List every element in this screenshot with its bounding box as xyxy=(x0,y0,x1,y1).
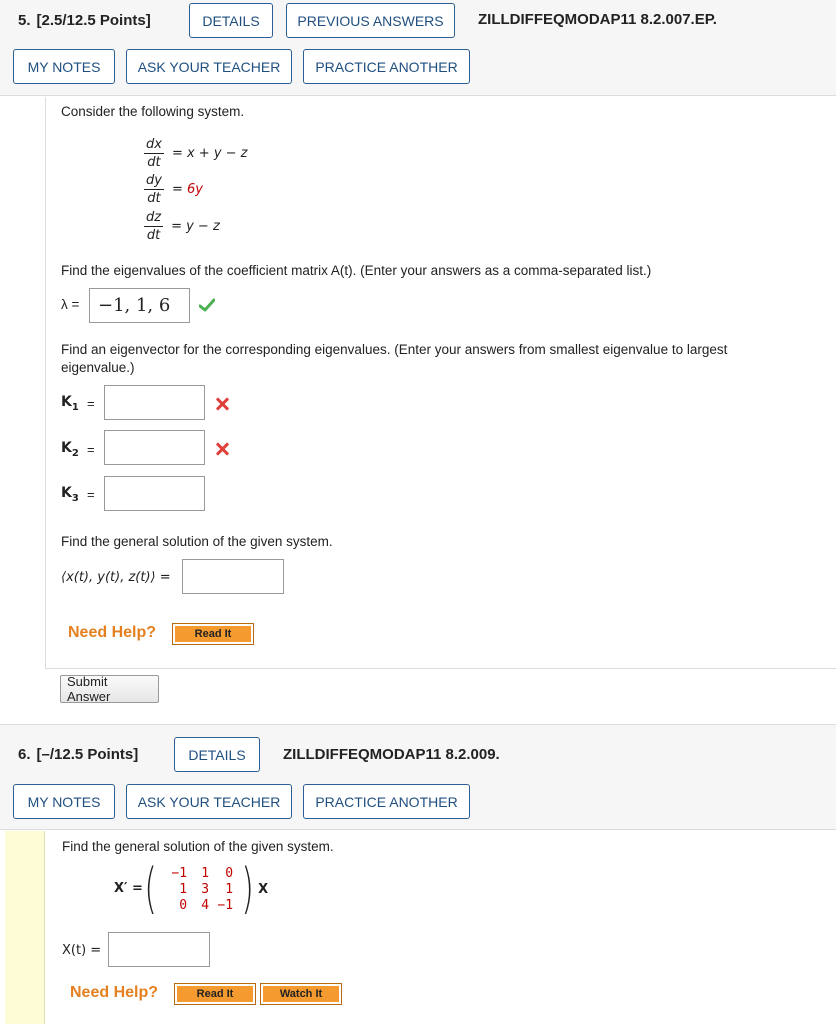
q5-read-it-button[interactable]: Read It xyxy=(173,624,253,644)
q5-previous-answers-button[interactable]: PREVIOUS ANSWERS xyxy=(286,3,455,38)
xt-label: X(t) = xyxy=(62,943,102,958)
x-suffix: X xyxy=(258,881,269,897)
matrix-left-paren: ( xyxy=(144,857,157,920)
q5-my-notes-button[interactable]: MY NOTES xyxy=(13,49,115,84)
matrix-right-paren: ) xyxy=(241,857,254,920)
matrix-cell: −1 xyxy=(217,897,234,913)
q6-details-button[interactable]: DETAILS xyxy=(174,737,260,772)
q5-general-prompt: Find the general solution of the given system. xyxy=(61,534,333,549)
q5-equation-dy xyxy=(144,173,203,206)
q5-points: [2.5/12.5 Points] xyxy=(36,12,151,29)
frac-den-dt: dt xyxy=(147,191,161,206)
submit-answer-button[interactable]: Submit Answer xyxy=(60,675,159,703)
k2-incorrect-x-icon xyxy=(215,442,229,456)
k1-equals: = xyxy=(87,396,95,411)
q6-side-bar xyxy=(5,831,45,1024)
matrix-cell: 3 xyxy=(201,881,210,897)
correct-check-icon xyxy=(199,298,215,312)
k3-equals: = xyxy=(87,487,95,502)
k1-incorrect-x-icon xyxy=(215,397,229,411)
q5-header xyxy=(0,0,836,96)
q6-problem-code: ZILLDIFFEQMODAP11 8.2.009. xyxy=(283,746,500,763)
q5-eigen-prompt: Find the eigenvalues of the coefficient matrix A(t). (Enter your answers as a comma-separated list.) xyxy=(61,263,652,278)
k3-subscript: 3 xyxy=(71,492,79,504)
q6-watch-it-button[interactable]: Watch It xyxy=(261,984,341,1004)
q5-ask-teacher-button[interactable]: ASK YOUR TEACHER xyxy=(126,49,292,84)
q6-prompt: Find the general solution of the given system. xyxy=(62,839,334,854)
q5-intro: Consider the following system. xyxy=(61,104,245,119)
k1-subscript: 1 xyxy=(71,401,79,413)
general-solution-input[interactable] xyxy=(182,559,284,594)
matrix-cell: 1 xyxy=(179,881,188,897)
lambda-answer-input[interactable]: −1, 1, 6 xyxy=(89,288,190,323)
q6-header xyxy=(0,724,836,830)
q5-number: 5. xyxy=(18,12,31,29)
frac-den-dt: dt xyxy=(146,228,161,243)
frac-num-dz: dz xyxy=(146,210,162,225)
k2-letter: K xyxy=(61,440,72,456)
equation-rhs-dz: = y − z xyxy=(171,219,220,234)
q5-problem-code: ZILLDIFFEQMODAP11 8.2.007.EP. xyxy=(478,11,717,28)
q6-need-help-label: Need Help? xyxy=(70,984,159,1001)
k1-input[interactable] xyxy=(104,385,205,420)
q6-practice-another-button[interactable]: PRACTICE ANOTHER xyxy=(303,784,470,819)
q6-my-notes-button[interactable]: MY NOTES xyxy=(13,784,115,819)
k3-label xyxy=(61,485,79,504)
general-solution-label: ⟨x(t), y(t), z(t)⟩ = xyxy=(61,570,171,585)
k3-input[interactable] xyxy=(104,476,205,511)
frac-num-dx: dx xyxy=(146,137,162,152)
matrix-cell: 0 xyxy=(225,865,234,881)
matrix-cell: 4 xyxy=(201,897,210,913)
q5-practice-another-button[interactable]: PRACTICE ANOTHER xyxy=(303,49,470,84)
q5-details-button[interactable]: DETAILS xyxy=(189,3,273,38)
k1-label xyxy=(61,394,79,413)
q6-ask-teacher-button[interactable]: ASK YOUR TEACHER xyxy=(126,784,292,819)
frac-num-dy: dy xyxy=(146,173,162,188)
frac-den-dt: dt xyxy=(147,155,161,170)
q5-equation-dx xyxy=(144,137,248,170)
k2-input[interactable] xyxy=(104,430,205,465)
equation-rhs-dx: = x + y − z xyxy=(171,146,248,161)
q5-eigvec-prompt-line1: Find an eigenvector for the corresponding eigenvalues. (Enter your answers from smallest eigenvalue to largest xyxy=(61,342,728,357)
q6-read-it-button[interactable]: Read It xyxy=(175,984,255,1004)
k1-letter: K xyxy=(61,394,72,410)
equation-rhs-prefix-dy: = xyxy=(171,182,187,197)
lambda-label: λ = xyxy=(61,297,80,312)
k2-subscript: 2 xyxy=(71,447,79,459)
q6-points: [–/12.5 Points] xyxy=(36,746,139,763)
q6-number: 6. xyxy=(18,746,31,763)
xprime-label: X′ = xyxy=(114,881,143,896)
k2-equals: = xyxy=(87,442,95,457)
matrix-cell: 1 xyxy=(225,881,234,897)
q5-need-help-label: Need Help? xyxy=(68,624,157,641)
q5-equation-dz xyxy=(144,210,220,243)
matrix-cell: 0 xyxy=(179,897,188,913)
coefficient-matrix xyxy=(140,857,269,920)
matrix-cell: 1 xyxy=(201,865,210,881)
k3-letter: K xyxy=(61,485,72,501)
q5-eigvec-prompt-line2: eigenvalue.) xyxy=(61,360,135,375)
matrix-cell: −1 xyxy=(171,865,188,881)
equation-rhs-dy-value: 6y xyxy=(186,182,203,197)
k2-label xyxy=(61,440,79,459)
xt-input[interactable] xyxy=(108,932,210,967)
